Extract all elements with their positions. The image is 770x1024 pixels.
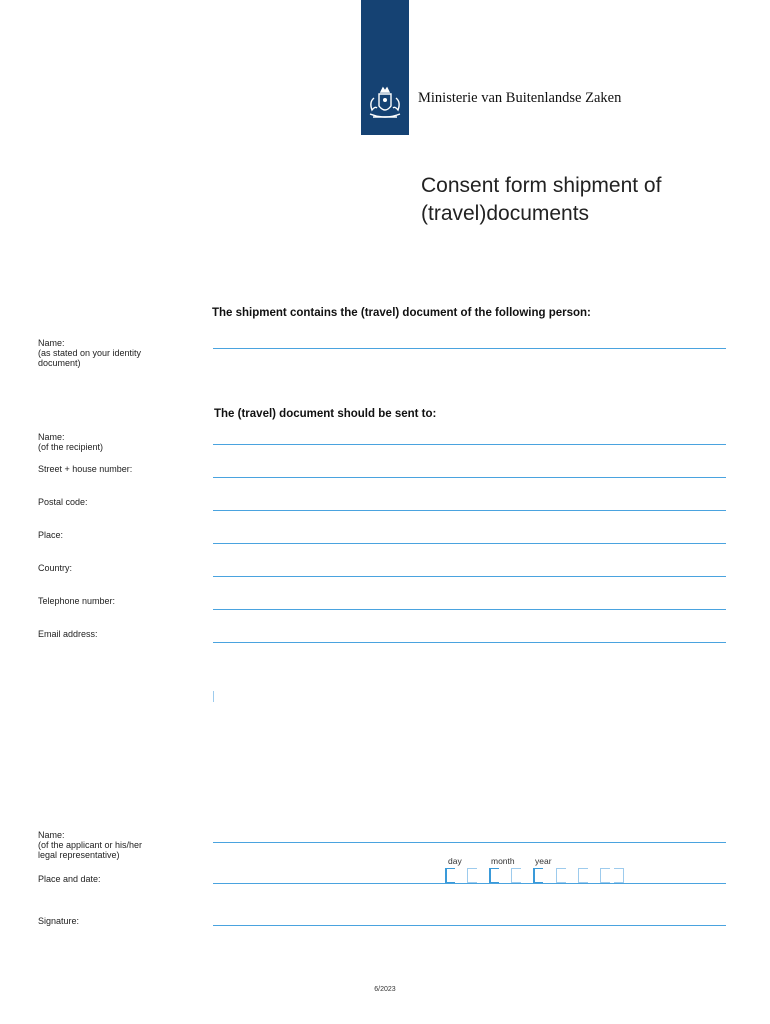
- signature-input[interactable]: [213, 912, 726, 926]
- recipient-name-input[interactable]: [213, 431, 726, 445]
- place-input[interactable]: [213, 530, 726, 544]
- country-label: Country:: [38, 563, 73, 573]
- person-name-label-text: Name:: [38, 338, 65, 348]
- place-date-label: Place and date:: [38, 874, 101, 884]
- month-digit-1[interactable]: [489, 868, 499, 883]
- street-input[interactable]: [213, 464, 726, 478]
- year-digit-4[interactable]: [600, 868, 610, 883]
- month-label: month: [491, 856, 515, 866]
- month-digit-2[interactable]: [511, 868, 521, 883]
- signature-label: Signature:: [38, 916, 80, 926]
- applicant-name-input[interactable]: [213, 829, 726, 843]
- recipient-name-label: [38, 432, 198, 452]
- applicant-name-hint-1: (of the applicant or his/her: [38, 840, 143, 850]
- document-title: [421, 172, 751, 228]
- person-name-input[interactable]: [213, 335, 726, 349]
- person-name-hint-1: (as stated on your identity: [38, 348, 142, 358]
- telephone-input[interactable]: [213, 596, 726, 610]
- recipient-name-hint: (of the recipient): [38, 442, 104, 452]
- person-name-label: [38, 338, 198, 368]
- coat-of-arms-icon: [364, 84, 406, 124]
- applicant-name-label-text: Name:: [38, 830, 65, 840]
- email-input[interactable]: [213, 629, 726, 643]
- day-digit-1[interactable]: [445, 868, 455, 883]
- year-digit-2[interactable]: [556, 868, 566, 883]
- recipient-name-label-text: Name:: [38, 432, 65, 442]
- telephone-label: Telephone number:: [38, 596, 116, 606]
- date-box-end: [614, 868, 624, 883]
- applicant-name-hint-2: legal representative): [38, 850, 120, 860]
- year-digit-1[interactable]: [533, 868, 543, 883]
- section-heading-person: The shipment contains the (travel) document of the following person:: [212, 307, 591, 319]
- footer-version: 6/2023: [374, 986, 396, 993]
- day-digit-2[interactable]: [467, 868, 477, 883]
- email-label: Email address:: [38, 629, 98, 639]
- empty-field-marker[interactable]: [213, 691, 214, 702]
- applicant-name-label: [38, 830, 198, 860]
- document-title-line-1: Consent form shipment of: [421, 174, 662, 197]
- logo-bar: [361, 0, 409, 135]
- ministry-name: Ministerie van Buitenlandse Zaken: [418, 90, 622, 106]
- year-digit-3[interactable]: [578, 868, 588, 883]
- year-label: year: [535, 856, 552, 866]
- day-label: day: [448, 856, 462, 866]
- street-label: Street + house number:: [38, 464, 133, 474]
- postal-code-label: Postal code:: [38, 497, 88, 507]
- postal-code-input[interactable]: [213, 497, 726, 511]
- document-title-line-2: (travel)documents: [421, 202, 590, 225]
- person-name-hint-2: document): [38, 358, 81, 368]
- place-label: Place:: [38, 530, 64, 540]
- country-input[interactable]: [213, 563, 726, 577]
- section-heading-recipient: The (travel) document should be sent to:: [214, 408, 437, 420]
